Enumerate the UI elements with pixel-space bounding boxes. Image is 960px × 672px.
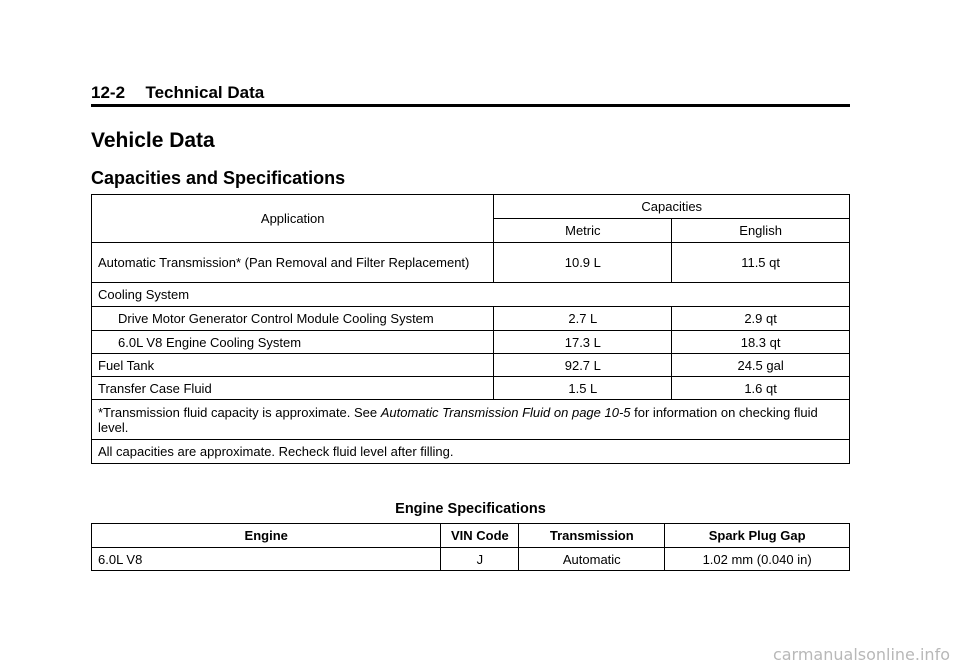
metric-cell: 1.5 L [494, 377, 672, 400]
metric-cell: 92.7 L [494, 354, 672, 377]
chapter-title: Technical Data [145, 83, 265, 102]
application-cell: Transfer Case Fluid [92, 377, 494, 400]
application-cell: Fuel Tank [92, 354, 494, 377]
header-application: Application [92, 195, 494, 243]
page-header [91, 82, 850, 107]
engine-cell: 6.0L V8 [92, 548, 441, 571]
capacities-table [91, 194, 850, 464]
header-spark-plug-gap: Spark Plug Gap [665, 524, 850, 548]
note-text-before: *Transmission fluid capacity is approximate. See [98, 404, 381, 420]
header-transmission: Transmission [519, 524, 665, 548]
table-note-row [92, 400, 850, 440]
transmission-cell: Automatic [519, 548, 665, 571]
english-cell: 2.9 qt [672, 307, 850, 331]
spark-plug-gap-cell: 1.02 mm (0.040 in) [665, 548, 850, 571]
application-cell: 6.0L V8 Engine Cooling System [92, 331, 494, 354]
subsection-title: Capacities and Specifications [91, 168, 346, 188]
english-cell: 1.6 qt [672, 377, 850, 400]
english-cell: 18.3 qt [672, 331, 850, 354]
header-engine: Engine [92, 524, 441, 548]
engine-specs-title: Engine Specifications [395, 501, 546, 517]
application-cell: Automatic Transmission* (Pan Removal and Filter Replacement) [92, 243, 494, 283]
header-capacities: Capacities [494, 195, 850, 219]
section-title: Vehicle Data [91, 129, 215, 152]
engine-specs-table [91, 523, 850, 571]
table-row [92, 548, 850, 571]
header-metric: Metric [494, 219, 672, 243]
table-row [92, 283, 850, 307]
metric-cell: 10.9 L [494, 243, 672, 283]
english-cell: 11.5 qt [672, 243, 850, 283]
page-number: 12-2 [91, 83, 126, 102]
header-vin-code: VIN Code [441, 524, 519, 548]
application-cell: Drive Motor Generator Control Module Cooling System [92, 307, 494, 331]
metric-cell: 2.7 L [494, 307, 672, 331]
transmission-note [92, 400, 850, 440]
header-english: English [672, 219, 850, 243]
note-text-after: for information on checking fluid level. [98, 404, 818, 435]
table-row [92, 331, 850, 354]
table-row [92, 377, 850, 400]
table-row [92, 307, 850, 331]
metric-cell: 17.3 L [494, 331, 672, 354]
watermark: carmanualsonline.info [772, 645, 950, 664]
manual-reference-link[interactable]: Automatic Transmission Fluid on page 10-5 [380, 404, 631, 420]
approximate-note: All capacities are approximate. Recheck fluid level after filling. [92, 440, 850, 464]
table-row [92, 354, 850, 377]
table-row [92, 243, 850, 283]
vin-code-cell: J [441, 548, 519, 571]
application-cell: Cooling System [92, 283, 850, 307]
english-cell: 24.5 gal [672, 354, 850, 377]
table-note-row [92, 440, 850, 464]
